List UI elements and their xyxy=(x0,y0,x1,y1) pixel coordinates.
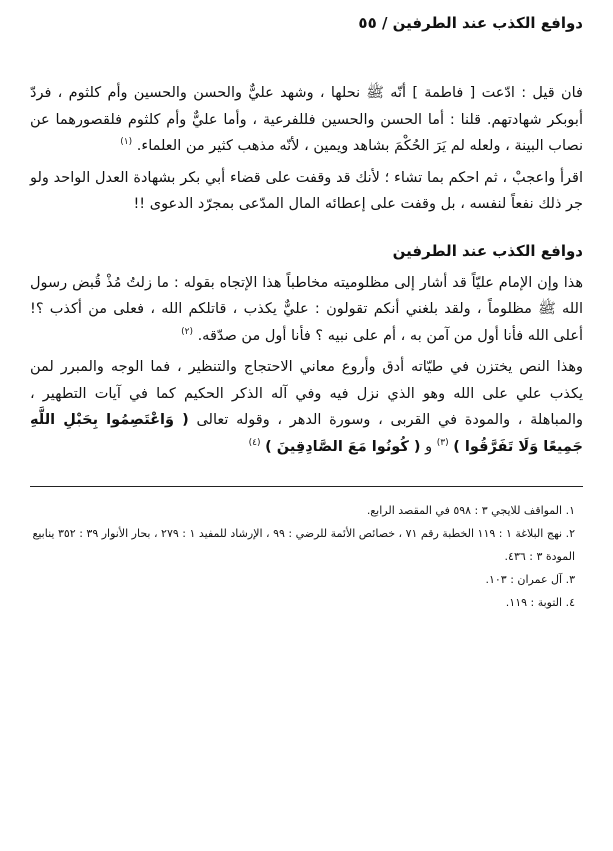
paragraph-4 xyxy=(30,354,583,460)
book-page xyxy=(30,10,583,840)
footnote-ref-4: (٤) xyxy=(248,437,261,448)
paragraph-1-text: فان قيل : ادّعت [ فاطمة ] أنّه ﷺ نحلها ، وشهد عليٌّ والحسن والحسين وأم كلثوم ، فردّ أبوبكر شهادتهم. قلنا : أما الحسن والحسين فللفرعية ، وأما عليٌّ وأم كلثوم فلقصورهما عن نصاب البينة ، ولعله لم يَرَ الحُكْمَ بشاهد ويمين ، لأنّه مذهب كثير من العلماء. xyxy=(30,85,583,154)
footnote-ref-1: (١) xyxy=(120,137,133,148)
footnote-divider xyxy=(30,486,583,487)
page-number: ٥٥ xyxy=(358,14,377,32)
footnotes xyxy=(30,499,583,614)
header-separator: / xyxy=(376,14,388,32)
paragraph-3-text: هذا وإن الإمام عليّاً قد أشار إلى مظلوميته مخاطباً هذا الإتجاه بقوله : ما زلتُ مُذْ قُبض رسول الله ﷺ مظلوماً ، ولقد بلغني أنكم تقولون : عليٌّ يكذب ، قاتلكم الله ، فعلى من أكذب ؟! أعلى الله فأنا أول من آمن به ، أم على نبيه ؟ فأنا أول من صدّقه. xyxy=(30,274,583,344)
quran-verse-2: ( كُونُوا مَعَ الصَّادِقِينَ ) xyxy=(265,438,421,455)
body-text xyxy=(30,80,583,460)
section-title: دوافع الكذب عند الطرفين xyxy=(392,241,583,260)
footnote-4: ٤. التوبة : ١١٩. xyxy=(505,596,575,609)
quran-verse-1: ( وَاعْتَصِمُوا بِحَبْلِ اللَّهِ جَمِيعًا وَلَا تَفَرَّقُوا ) xyxy=(30,412,583,455)
paragraph-2 xyxy=(30,165,583,218)
footnote-ref-2: (٢) xyxy=(181,326,193,337)
paragraph-4-text: وهذا النص يختزن في طيّاته أدق وأروع معاني الاحتجاج والتنظير ، فما الوجه والمبرر لمن يكذب علي على الله وهو الذي نزل فيه وفي آله الذكر الحكيم كما في آيات التطهير ، والمباهلة ، والمودة في القربى ، وسورة الدهر ، وقوله تعالى xyxy=(30,359,584,428)
conjunction: و xyxy=(425,438,433,455)
paragraph-3 xyxy=(30,270,583,350)
running-title: دوافع الكذب عند الطرفين xyxy=(392,14,583,32)
footnote-1: ١. المواقف للايجي ٣ : ٥٩٨ في المقصد الرابع. xyxy=(366,504,575,517)
footnote-3: ٣. آل عمران : ١٠٣. xyxy=(485,573,575,586)
footnote-ref-3: (٣) xyxy=(436,437,449,448)
paragraph-1 xyxy=(30,80,583,160)
footnote-2: ٢. نهج البلاغة ١ : ١١٩ الخطبة رقم ٧١ ، خصائص الأئمة للرضي : ٩٩ ، الإرشاد للمفيد ١ : ٢٧٩ ، بحار الأنوار ٣٩ : ٣٥٢ ينابيع المودة ٣ : ٤٣٦. xyxy=(32,527,575,563)
paragraph-2-text: اقرأ واعجبْ ، ثم احكم بما تشاء ؛ لأنك قد وقفت على قضاء أبي بكر بشهادة العدل الواحد ولو جر ذلك نفعاً لنفسه ، بل وقفت على إعطائه المال المدّعى بمجرّد الدعوى !! xyxy=(30,169,583,212)
page-header xyxy=(30,10,583,36)
